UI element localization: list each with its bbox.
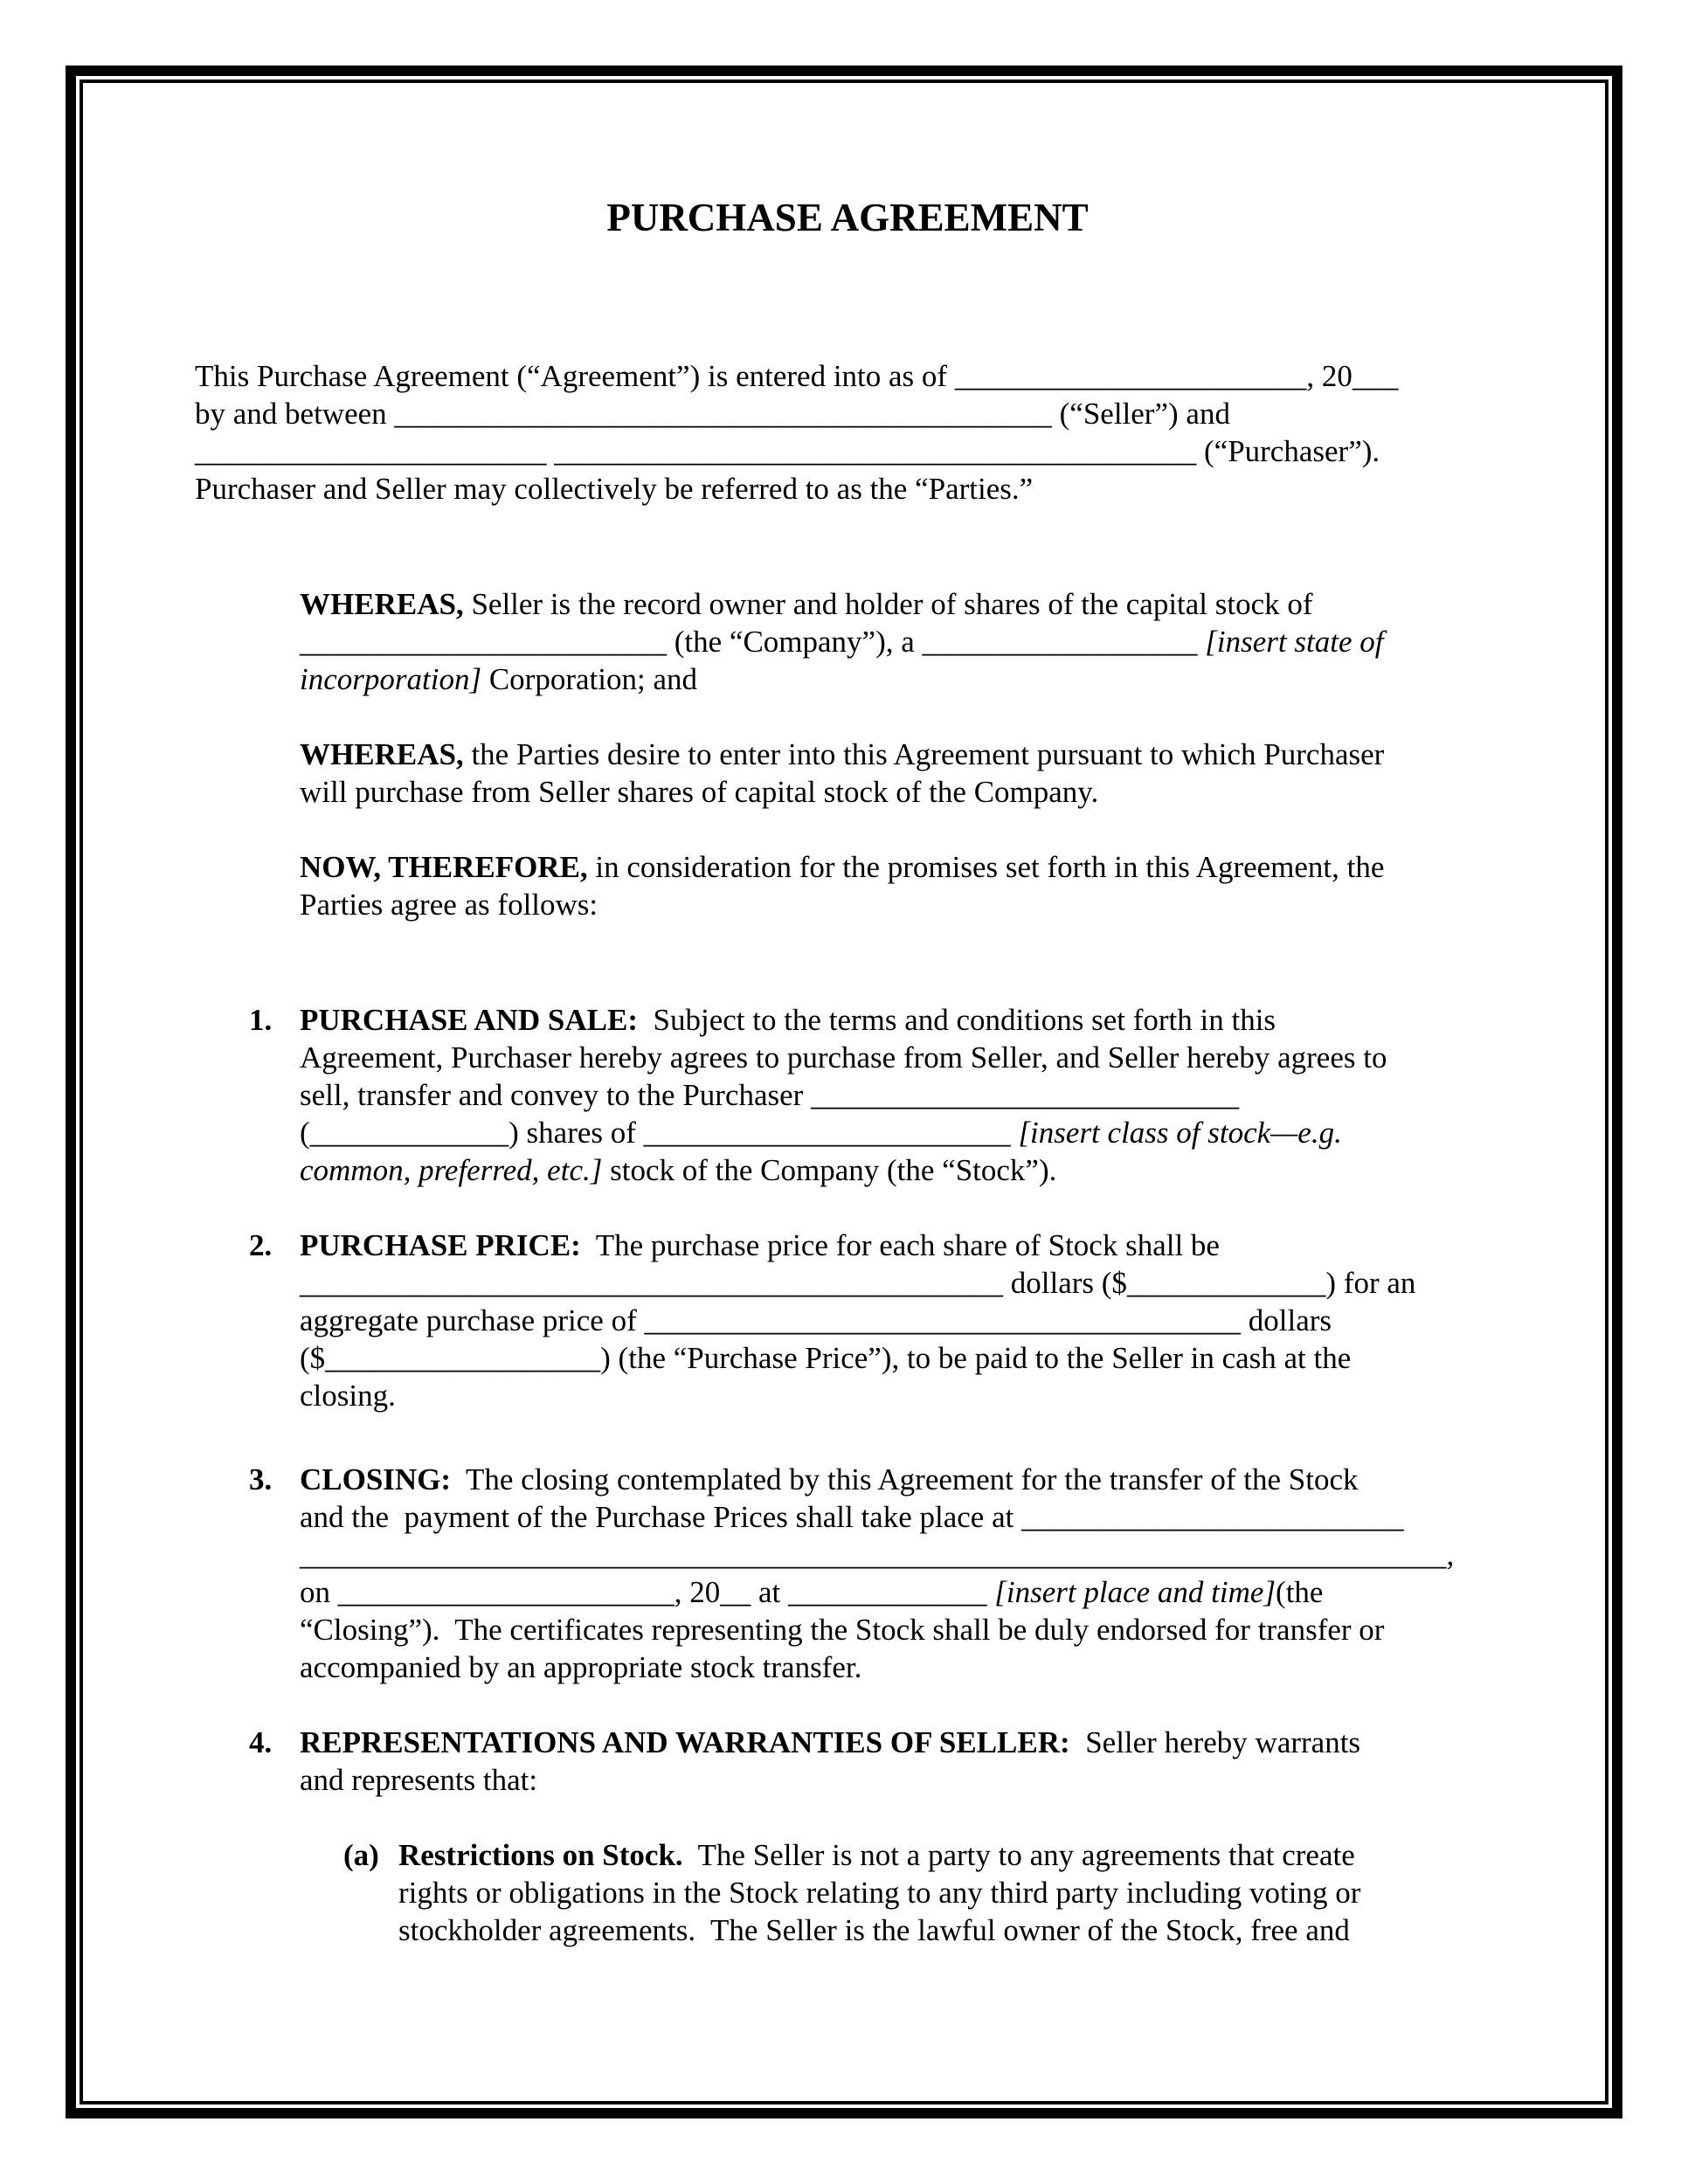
item3-line-2: and the payment of the Purchase Prices shall take place at _________________________ — [300, 1500, 1404, 1534]
therefore-line-2: Parties agree as follows: — [300, 888, 598, 922]
item3-text-1: The closing contemplated by this Agreement for the transfer of the Stock — [451, 1462, 1359, 1496]
item3-text-4: on ______________________, 20__ at _____________ — [300, 1575, 995, 1609]
item2-line-3: aggregate purchase price of _______________________________________ dollars — [300, 1303, 1332, 1337]
sub-a-line-3: stockholder agreements. The Seller is the lawful owner of the Stock, free and — [398, 1913, 1350, 1947]
document-body — [83, 83, 1605, 2101]
item-4-heading: REPRESENTATIONS AND WARRANTIES OF SELLER: — [300, 1725, 1070, 1759]
sub-item-a-marker: (a) — [343, 1838, 379, 1872]
item-4-number: 4. — [249, 1725, 273, 1759]
document-title: PURCHASE AGREEMENT — [606, 196, 1089, 239]
item1-text-1: Subject to the terms and conditions set forth in this — [638, 1003, 1276, 1037]
whereas2-lead: WHEREAS, — [300, 737, 464, 771]
sub-item-restrictions-on-stock — [195, 1836, 1500, 1949]
list-item-purchase-price — [195, 1227, 1500, 1414]
item3-placeholder-note: [insert place and time] — [994, 1575, 1276, 1609]
item4-line-2: and represents that: — [300, 1763, 538, 1797]
whereas-paragraph-1 — [300, 585, 1500, 698]
item3-line-5: “Closing”). The certificates representing the Stock shall be duly endorsed for transfer or — [300, 1613, 1385, 1647]
item2-line-1 — [300, 1227, 1500, 1264]
item1-line-4 — [300, 1114, 1500, 1151]
intro-line-2: by and between ___________________________________________ (“Seller”) and — [195, 397, 1230, 431]
item3-line-1 — [300, 1461, 1500, 1498]
whereas1-text-3: Corporation; and — [481, 662, 697, 696]
whereas1-placeholder-note-2: incorporation] — [300, 662, 482, 696]
item1-text-5: stock of the Company (the “Stock”). — [602, 1153, 1057, 1187]
item4-text-1: Seller hereby warrants — [1069, 1725, 1361, 1759]
intro-paragraph — [195, 357, 1500, 508]
item-3-heading: CLOSING: — [300, 1462, 452, 1496]
item1-line-2: Agreement, Purchaser hereby agrees to purchase from Seller, and Seller hereby agrees to — [300, 1040, 1387, 1075]
item-1-number: 1. — [249, 1003, 273, 1037]
therefore-text-1: in consideration for the promises set forth in this Agreement, the — [587, 850, 1385, 884]
sub-a-heading: Restrictions on Stock. — [398, 1838, 683, 1872]
item2-text-1: The purchase price for each share of Stock shall be — [580, 1228, 1220, 1262]
page-border-inner — [80, 79, 1608, 2105]
item3-line-4 — [300, 1573, 1500, 1611]
whereas1-lead: WHEREAS, — [300, 587, 464, 621]
whereas2-line-1 — [300, 736, 1500, 773]
therefore-line-1 — [300, 848, 1500, 886]
list-item-representations — [195, 1724, 1500, 1799]
therefore-lead: NOW, THEREFORE, — [300, 850, 588, 884]
whereas1-line-3 — [300, 660, 1500, 698]
list-item-closing — [195, 1461, 1500, 1686]
item1-line-3: sell, transfer and convey to the Purchaser ____________________________ — [300, 1078, 1240, 1112]
item1-text-4: (_____________) shares of ________________________ — [300, 1116, 1019, 1150]
item1-line-1 — [300, 1001, 1500, 1039]
whereas1-text-1: Seller is the record owner and holder of shares of the capital stock of — [463, 587, 1313, 621]
whereas1-placeholder-note: [insert state of — [1205, 625, 1384, 659]
whereas1-line-2 — [300, 623, 1500, 660]
item2-line-5: closing. — [300, 1379, 396, 1413]
intro-line-1: This Purchase Agreement (“Agreement”) is entered into as of _______________________, 20___ — [195, 359, 1399, 393]
list-item-purchase-and-sale — [195, 1001, 1500, 1189]
item1-placeholder-note-2: common, preferred, etc.] — [300, 1153, 603, 1187]
sub-a-line-1 — [398, 1836, 1500, 1874]
whereas2-text-1: the Parties desire to enter into this Agreement pursuant to which Purchaser — [463, 737, 1385, 771]
whereas2-line-2: will purchase from Seller shares of capital stock of the Company. — [300, 775, 1099, 809]
item-1-heading: PURCHASE AND SALE: — [300, 1003, 638, 1037]
item4-line-1 — [300, 1724, 1500, 1761]
item2-line-4: ($__________________) (the “Purchase Price”), to be paid to the Seller in cash at the — [300, 1341, 1352, 1375]
whereas1-text-2: ________________________ (the “Company”), a __________________ — [300, 625, 1206, 659]
sub-a-text-1: The Seller is not a party to any agreements that create — [682, 1838, 1355, 1872]
page-border-outer — [66, 66, 1622, 2118]
item-2-heading: PURCHASE PRICE: — [300, 1228, 581, 1262]
intro-line-4: Purchaser and Seller may collectively be referred to as the “Parties.” — [195, 472, 1034, 506]
item3-line-3: ___________________________________________________________________________, — [300, 1538, 1455, 1572]
item1-line-5 — [300, 1151, 1500, 1189]
item-2-number: 2. — [249, 1228, 273, 1262]
intro-line-3: _______________________ __________________________________________ (“Purchaser”). — [195, 434, 1380, 468]
item1-placeholder-note: [insert class of stock—e.g. — [1018, 1116, 1342, 1150]
item2-line-2: ______________________________________________ dollars ($_____________) for an — [300, 1266, 1416, 1300]
therefore-paragraph — [300, 848, 1500, 923]
sub-a-line-2: rights or obligations in the Stock relating to any third party including voting or — [398, 1876, 1361, 1910]
item3-line-6: accompanied by an appropriate stock transfer. — [300, 1650, 862, 1684]
item3-text-4b: (the — [1276, 1575, 1324, 1609]
whereas1-line-1 — [300, 585, 1500, 623]
whereas-paragraph-2 — [300, 736, 1500, 811]
item-3-number: 3. — [249, 1462, 273, 1496]
